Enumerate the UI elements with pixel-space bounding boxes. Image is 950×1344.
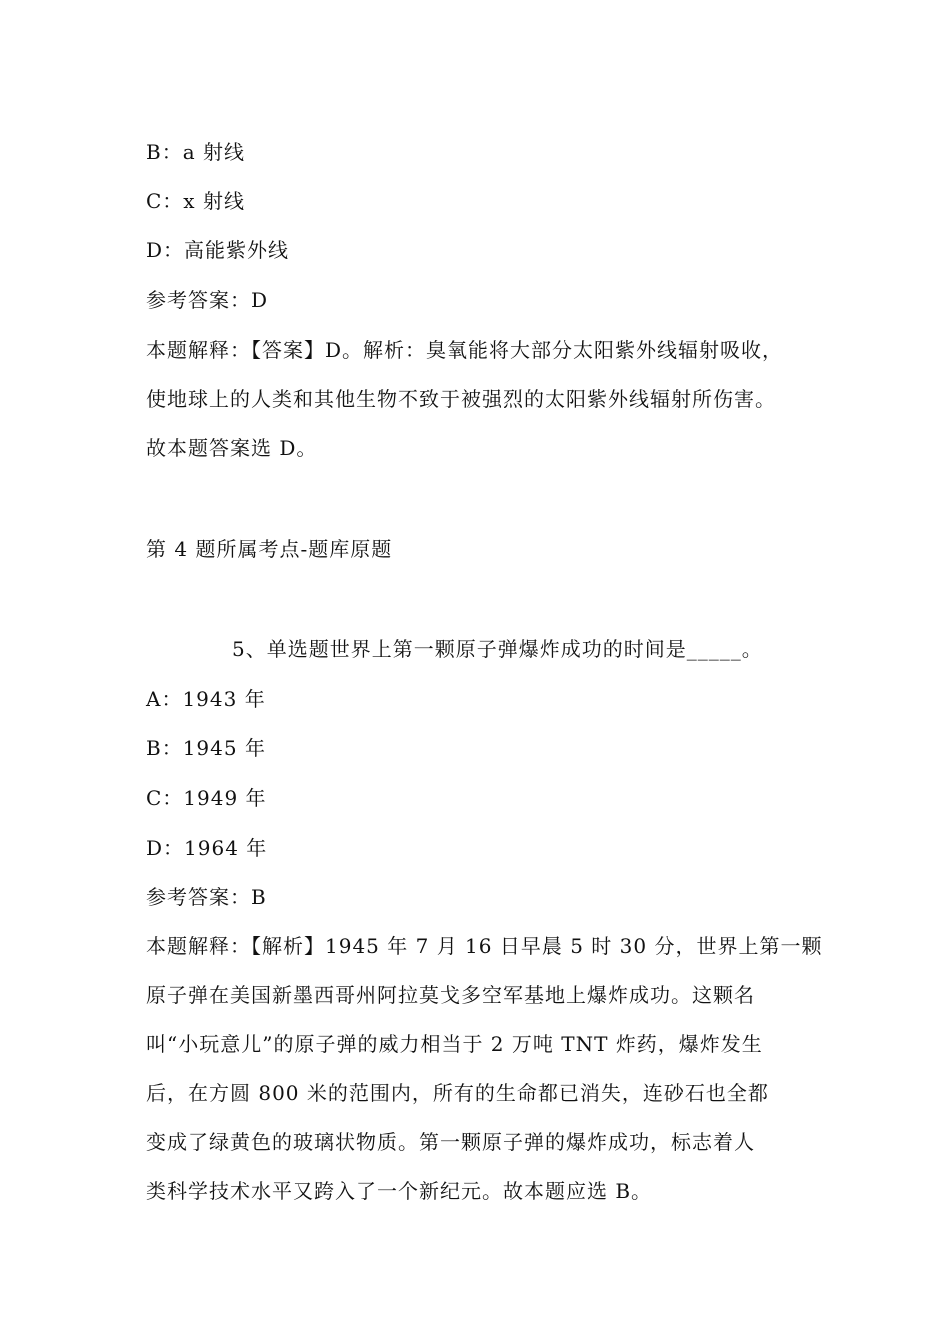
q5-answer: 参考答案：B <box>146 885 267 909</box>
q5-question: 5、单选题世界上第一颗原子弹爆炸成功的时间是_____。 <box>232 637 763 661</box>
q4-answer: 参考答案：D <box>146 288 269 312</box>
q4-option-d: D：高能紫外线 <box>146 238 290 262</box>
q5-option-d: D：1964 年 <box>146 836 268 860</box>
q5-explanation-line: 叫“小玩意儿”的原子弹的威力相当于 2 万吨 TNT 炸药，爆炸发生 <box>146 1032 763 1056</box>
q5-option-b: B：1945 年 <box>146 736 266 760</box>
q5-option-c: C：1949 年 <box>146 786 267 810</box>
q4-explanation-line: 本题解释：【答案】D。解析：臭氧能将大部分太阳紫外线辐射吸收， <box>146 338 784 362</box>
q5-option-a: A：1943 年 <box>146 687 266 711</box>
q5-explanation <box>146 932 826 1226</box>
q4-option-c: C：x 射线 <box>146 189 245 213</box>
q4-explanation-line: 故本题答案选 D。 <box>146 436 318 460</box>
q4-topic: 第 4 题所属考点-题库原题 <box>146 537 393 561</box>
q4-explanation-line: 使地球上的人类和其他生物不致于被强烈的太阳紫外线辐射所伤害。 <box>146 387 776 411</box>
q5-explanation-line: 本题解释：【解析】1945 年 7 月 16 日早晨 5 时 30 分，世界上第一颗 <box>146 934 823 958</box>
q5-explanation-line: 后，在方圆 800 米的范围内，所有的生命都已消失，连砂石也全都 <box>146 1081 769 1105</box>
q5-explanation-line: 原子弹在美国新墨西哥州阿拉莫戈多空军基地上爆炸成功。这颗名 <box>146 983 755 1007</box>
q4-option-b: B：a 射线 <box>146 140 245 164</box>
q4-explanation <box>146 336 826 483</box>
q5-explanation-line: 变成了绿黄色的玻璃状物质。第一颗原子弹的爆炸成功，标志着人 <box>146 1130 755 1154</box>
q5-explanation-line: 类科学技术水平又跨入了一个新纪元。故本题应选 B。 <box>146 1179 653 1203</box>
